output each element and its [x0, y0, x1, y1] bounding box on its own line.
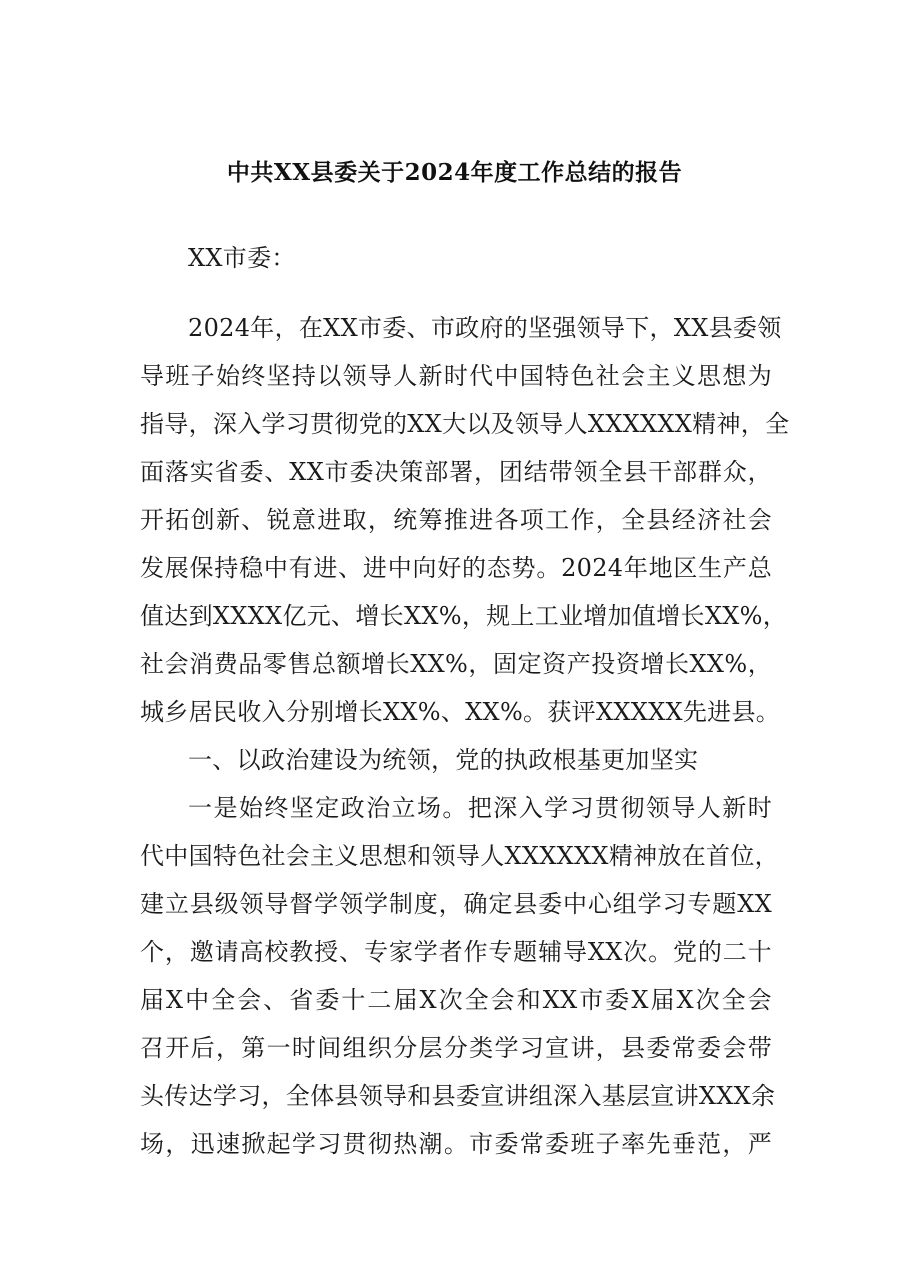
paragraph-line: 面落实省委、XX市委决策部署，团结带领全县干部群众，: [140, 458, 772, 486]
paragraph-line: 场，迅速掀起学习贯彻热潮。市委常委班子率先垂范，严: [140, 1130, 772, 1158]
paragraph-line: 2024年，在XX市委、市政府的坚强领导下，XX县委领: [188, 314, 782, 342]
paragraph-line: 头传达学习，全体县领导和县委宣讲组深入基层宣讲XXX余: [140, 1082, 776, 1110]
paragraph-line: 届X中全会、省委十二届X次全会和XX市委X届X次全会: [140, 986, 772, 1014]
paragraph-line: 发展保持稳中有进、进中向好的态势。2024年地区生产总: [140, 554, 772, 582]
paragraph-line: 一是始终坚定政治立场。把深入学习贯彻领导人新时: [188, 794, 772, 822]
document-title: 中共XX县委关于2024年度工作总结的报告: [226, 159, 683, 186]
paragraph-line: 个，邀请高校教授、专家学者作专题辅导XX次。党的二十: [140, 938, 772, 966]
paragraph-line: 导班子始终坚持以领导人新时代中国特色社会主义思想为: [140, 362, 772, 390]
paragraph-line: 开拓创新、锐意进取，统筹推进各项工作，全县经济社会: [140, 506, 772, 534]
paragraph-line: 城乡居民收入分别增长XX%、XX%。获评XXXXX先进县。: [140, 698, 781, 726]
paragraph-line: 建立县级领导督学领学制度，确定县委中心组学习专题XX: [140, 890, 772, 918]
paragraph-line: 指导，深入学习贯彻党的XX大以及领导人XXXXXX精神，全: [140, 410, 790, 438]
salutation: XX市委：: [188, 244, 296, 272]
paragraph-line: 社会消费品零售总额增长XX%，固定资产投资增长XX%，: [140, 650, 772, 678]
paragraph-line: 召开后，第一时间组织分层分类学习宣讲，县委常委会带: [140, 1034, 772, 1062]
paragraph-line: 代中国特色社会主义思想和领导人XXXXXX精神放在首位，: [140, 842, 779, 870]
paragraph-line: 值达到XXXX亿元、增长XX%，规上工业增加值增长XX%，: [140, 602, 787, 630]
section-heading: 一、以政治建设为统领，党的执政根基更加坚实: [188, 746, 699, 774]
